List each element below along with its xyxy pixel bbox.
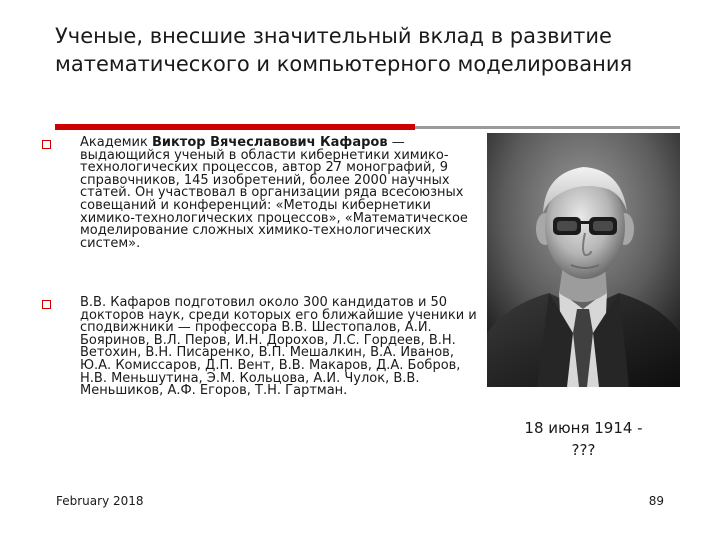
portrait-image [487, 133, 680, 387]
footer-date: February 2018 [56, 494, 144, 508]
title-accent-bar [55, 124, 415, 130]
bio-text: — выдающийся ученый в области кибернетики химико-технологических процессов, автор 27 монографий, 9 справочников, 145 изобретений, более 2000 научных статей. Он участвовал в организации ряда всесоюзных совещаний и конференций: «Методы кибернетики химико-технологических процессов», «Математическое моделирование сложных химико-технологических систем». [80, 135, 468, 251]
portrait-photo [487, 133, 680, 387]
slide-title: Ученые, внесшие значительный вклад в развитие математического и компьютерного моделирования [55, 24, 633, 76]
death-date: ??? [571, 441, 596, 459]
bullet-square-icon [42, 140, 51, 149]
birth-date: 18 июня 1914 - [524, 419, 643, 437]
scientist-name: Виктор Вячеславович Кафаров [151, 135, 388, 150]
bullet-students: В.В. Кафаров подготовил около 300 кандидатов и 50 докторов наук, среди которых его ближайшие ученики и сподвижники — профессора В.В. Шестопалов, А.И. Бояринов, В.Л. Перов, И.Н. Дорохов, Л.С. Гордеев, В.Н. Ветохин, В.Н. Писаренко, В.П. Мешалкин, В.А. Иванов, Ю.А. Комиссаров, Д.П. Вент, В.В. Макаров, Д.А. Бобров, Н.В. Меньшутина, Э.М. Кольцова, А.И. Чулок, В.В. Меньшиков, А.Ф. Егоров, Т.Н. Гартман. [80, 295, 477, 399]
bullet-kafarov-bio [80, 137, 480, 250]
bullet-square-icon [42, 300, 51, 309]
life-dates-caption [487, 417, 680, 461]
bio-prefix: Академик [80, 135, 152, 150]
page-number: 89 [648, 494, 664, 508]
